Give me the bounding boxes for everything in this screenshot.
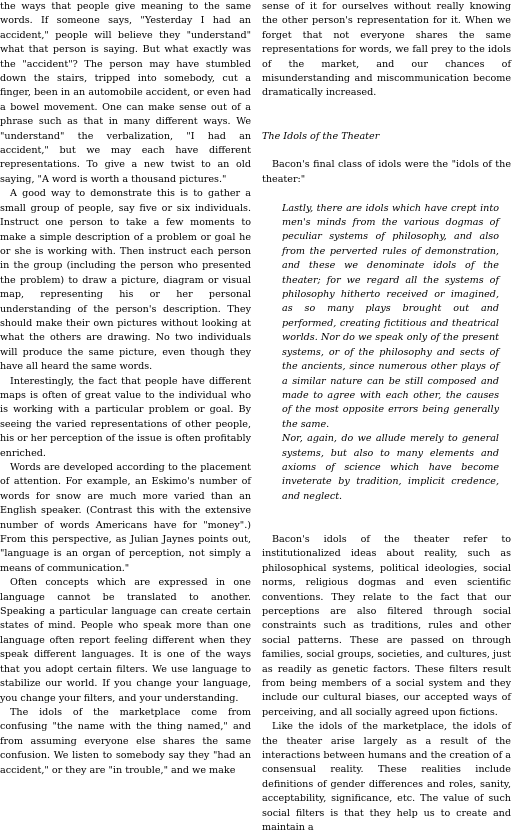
body-paragraph: Interestingly, the fact that people have different maps is often of great value to the individual who is working with a particular problem or goal. By seeing the varied representations of other people, his or her perception of the issue is often profitably enriched.: [0, 375, 251, 459]
body-paragraph: The idols of the marketplace come from confusing "the name with the thing named," and from assuming everyone else shares the same confusion. We listen to somebody say they "had an accident," or they are "in trouble," and we make: [0, 706, 251, 776]
body-paragraph: Often concepts which are expressed in one language cannot be translated to another. Speaking a particular language can create certain states of mind. People who speak more than one language often report feeling different when they speak different languages. It is one of the ways that you adopt certain filters. We use language to stabilize our world. If you change your language, you change your filters, and your understanding.: [0, 577, 251, 704]
spacer: [262, 519, 511, 533]
spacer: [262, 101, 511, 115]
body-paragraph: sense of it for ourselves without really knowing the other person's representation for it. When we forget that not everyone shares the same representations for words, we fall prey to the idols of the market, and our chances of misunderstanding and miscommunication become dramatically increased.: [262, 1, 511, 99]
section-heading: The Idols of the Theater: [262, 130, 380, 142]
left-column: [0, 0, 251, 778]
body-paragraph: Words are developed according to the placement of attention. For example, an Eskimo's number of words for snow are much more varied than an English speaker. (Contrast this with the extensive number of words Americans have for "money".) From this perspective, as Julian Jaynes points out, "language is an organ of perception, not simply a means of communication.": [0, 462, 251, 574]
quote-paragraph: Lastly, there are idols which have crept into men's minds from the various dogmas of peculiar systems of philosophy, and also from the perverted rules of demonstration, and these we denominate idols of the theater; for we regard all the systems of philosophy hitherto received or imagined, as so many plays brought out and performed, creating fictitious and theatrical worlds. Nor do we speak only of the present systems, or of the philosophy and sects of the ancients, since numerous other plays of a similar nature can be still composed and made to agree with each other, the causes of the most opposite errors being generally the same.: [282, 202, 499, 430]
body-paragraph: Bacon's final class of idols were the "idols of the theater:": [262, 159, 511, 185]
body-paragraph: the ways that people give meaning to the same words. If someone says, "Yesterday I had an accident," people will believe they "understand" what that person is saying. But what exactly was the "accident"? The person may have stumbled down the stairs, tripped into somebody, cut a finger, been in an automobile accident, or even had a bowel movement. One can make sense out of a phrase such as that in many different ways. We "understand" the verbalization, "I had an accident," but we may each have different representations. To give a new twist to an old saying, "A word is worth a thousand pictures.": [0, 1, 251, 185]
body-paragraph: Bacon's idols of the theater refer to institutionalized ideas about reality, such as philosophical systems, political ideologies, social norms, religious dogmas and even scientific conventions. They relate to the fact that our perceptions are also filtered through social constraints such as traditions, rules and other social patterns. These are passed on through families, social groups, societies, and cultures, just as readily as genetic factors. These filters result from being members of a social system and they include our cultural biases, our accepted ways of perceiving, and all socially agreed upon fictions.: [262, 533, 511, 718]
quote-paragraph: Nor, again, do we allude merely to general systems, but also to many elements and axioms of science which have become inveterate by tradition, implicit credence, and neglect.: [282, 433, 499, 502]
block-quote: [282, 202, 499, 505]
right-column: [262, 0, 511, 835]
body-paragraph: A good way to demonstrate this is to gather a small group of people, say five or six individuals. Instruct one person to take a few moments to make a simple description of a problem or goal he or she is working with. Then instruct each person in the group (including the person who presented the problem) to draw a picture, diagram or visual map, representing his or her personal understanding of the person's description. They should make their own pictures without looking at what the others are drawing. No two individuals will produce the same picture, even though they have all heard the same words.: [0, 188, 251, 373]
body-paragraph: Like the idols of the marketplace, the idols of the theater arise largely as a result of the interactions between humans and the creation of a consensual reality. These realities include definitions of gender differences and roles, sanity, acceptability, significance, etc. The value of such social filters is that they help us to create and maintain a: [262, 721, 511, 834]
